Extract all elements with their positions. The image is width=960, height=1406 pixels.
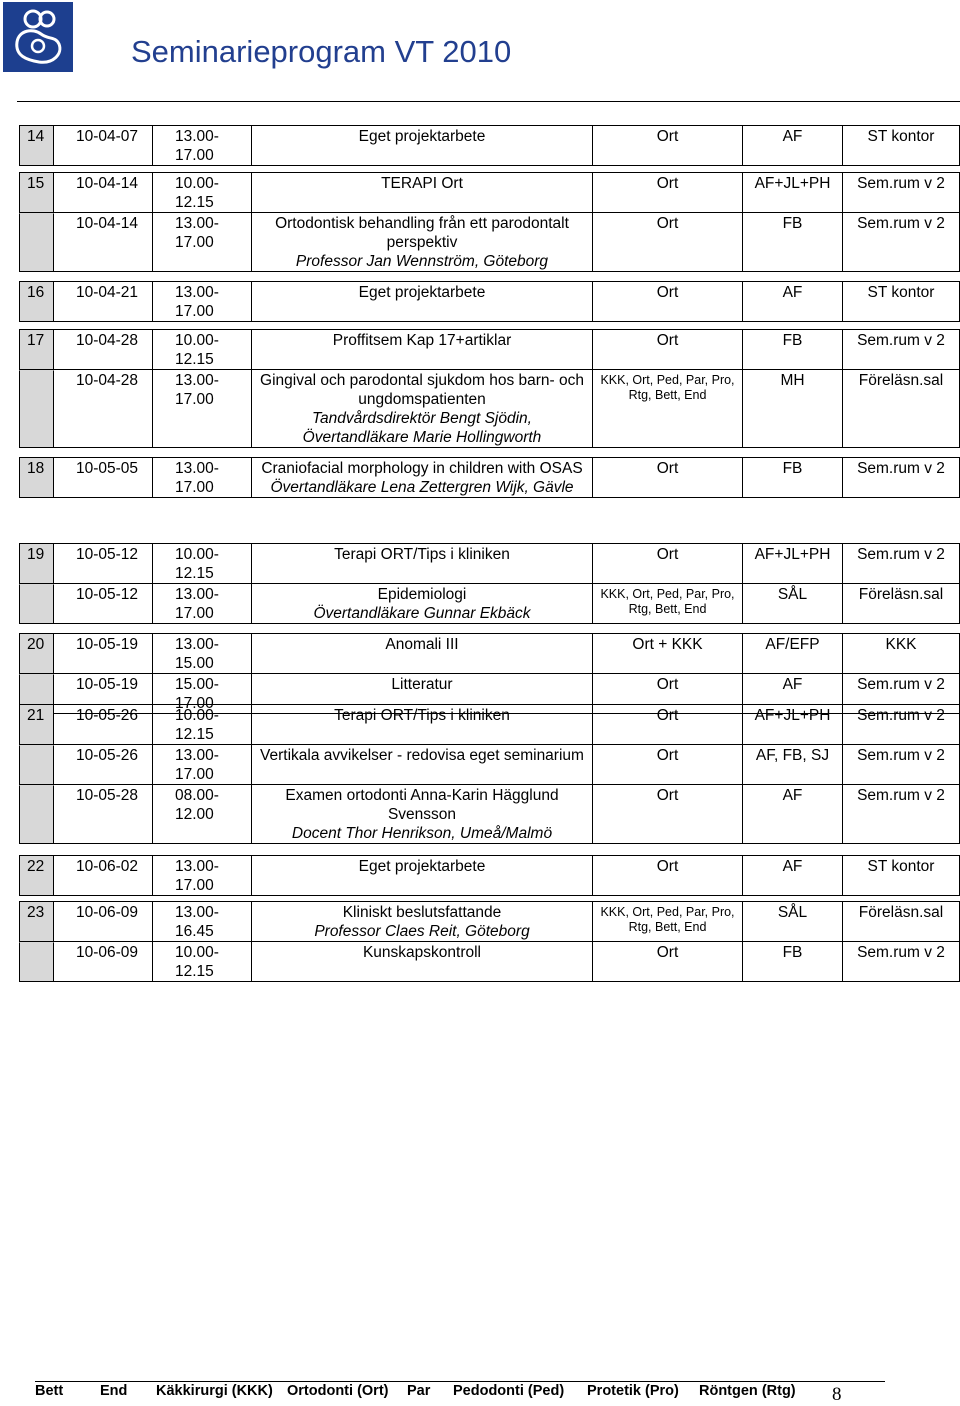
subject-text: Litteratur bbox=[391, 676, 453, 693]
date-cell: 10-05-12 bbox=[76, 586, 139, 603]
date-cell: 10-04-14 bbox=[76, 215, 139, 232]
week-number: 22 bbox=[19, 856, 54, 895]
room-cell: Föreläsn.sal bbox=[842, 902, 960, 941]
table-row bbox=[19, 458, 960, 498]
page-title: Seminarieprogram VT 2010 bbox=[131, 34, 512, 69]
subject-text: Proffitsem Kap 17+artiklar bbox=[332, 332, 512, 349]
date-cell: 10-06-02 bbox=[76, 858, 139, 875]
responsible-cell: AF bbox=[742, 856, 842, 895]
room-cell: Sem.rum v 2 bbox=[842, 785, 960, 843]
week-number: 16 bbox=[19, 282, 54, 321]
responsible-cell: AF+JL+PH bbox=[742, 544, 842, 583]
week-block bbox=[19, 281, 960, 322]
subject-text: Eget projektarbete bbox=[358, 858, 486, 875]
subject-cell bbox=[251, 785, 592, 843]
location-cell: Ort bbox=[592, 213, 742, 271]
legend-item: End bbox=[100, 1383, 128, 1399]
time-cell: 13.00-15.00 bbox=[152, 634, 251, 673]
date-cell: 10-05-28 bbox=[76, 787, 139, 804]
subject-cell bbox=[251, 458, 592, 497]
responsible-cell: AF bbox=[742, 126, 842, 165]
room-cell: Sem.rum v 2 bbox=[842, 705, 960, 744]
subject-cell bbox=[251, 705, 592, 744]
week-block bbox=[19, 172, 960, 272]
week-number bbox=[19, 785, 54, 843]
subject-cell bbox=[251, 173, 592, 212]
time-cell: 13.00-17.00 bbox=[152, 370, 251, 447]
speaker-text: Tandvårdsdirektör Bengt Sjödin, Övertandläkare Marie Hollingworth bbox=[302, 410, 542, 446]
subject-cell bbox=[251, 634, 592, 673]
time-cell: 13.00-17.00 bbox=[152, 584, 251, 623]
room-cell: Föreläsn.sal bbox=[842, 584, 960, 623]
legend-item: Ortodonti (Ort) bbox=[287, 1383, 389, 1399]
location-cell: Ort bbox=[592, 785, 742, 843]
week-block bbox=[19, 901, 960, 982]
time-cell: 10.00-12.15 bbox=[152, 544, 251, 583]
table-row bbox=[19, 584, 960, 624]
location-cell: Ort bbox=[592, 126, 742, 165]
legend-item: Protetik (Pro) bbox=[587, 1383, 679, 1399]
time-cell: 10.00-12.15 bbox=[152, 705, 251, 744]
location-cell: KKK, Ort, Ped, Par, Pro, Rtg, Bett, End bbox=[592, 584, 742, 623]
subject-cell bbox=[251, 544, 592, 583]
room-cell: Sem.rum v 2 bbox=[842, 330, 960, 369]
date-cell: 10-04-07 bbox=[76, 128, 139, 145]
location-cell: Ort bbox=[592, 674, 742, 713]
date-cell: 10-06-09 bbox=[76, 904, 139, 921]
week-number: 20 bbox=[19, 634, 54, 673]
room-cell: ST kontor bbox=[842, 126, 960, 165]
subject-text: Kunskapskontroll bbox=[362, 944, 482, 961]
footer-rule bbox=[35, 1381, 885, 1382]
location-cell: Ort bbox=[592, 544, 742, 583]
room-cell: ST kontor bbox=[842, 282, 960, 321]
week-number: 18 bbox=[19, 458, 54, 497]
week-number bbox=[19, 584, 54, 623]
responsible-cell: AF+JL+PH bbox=[742, 173, 842, 212]
responsible-cell: MH bbox=[742, 370, 842, 447]
responsible-cell: FB bbox=[742, 213, 842, 271]
legend-item: Par bbox=[407, 1383, 431, 1399]
responsible-cell: AF bbox=[742, 785, 842, 843]
location-cell: Ort + KKK bbox=[592, 634, 742, 673]
subject-cell bbox=[251, 370, 592, 447]
subject-cell bbox=[251, 330, 592, 369]
subject-cell bbox=[251, 745, 592, 784]
location-cell: KKK, Ort, Ped, Par, Pro, Rtg, Bett, End bbox=[592, 902, 742, 941]
room-cell: Sem.rum v 2 bbox=[842, 544, 960, 583]
week-number: 15 bbox=[19, 173, 54, 212]
time-cell: 13.00-17.00 bbox=[152, 213, 251, 271]
subject-text: Gingival och parodontal sjukdom hos barn- och ungdomspatienten bbox=[260, 372, 584, 408]
week-number: 21 bbox=[19, 705, 54, 744]
legend-item: Röntgen (Rtg) bbox=[699, 1383, 796, 1399]
table-row bbox=[19, 902, 960, 942]
time-cell: 08.00-12.00 bbox=[152, 785, 251, 843]
legend-item: Pedodonti (Ped) bbox=[453, 1383, 565, 1399]
date-cell: 10-04-14 bbox=[76, 175, 139, 192]
speaker-text: Övertandläkare Gunnar Ekbäck bbox=[313, 605, 531, 622]
time-cell: 10.00-12.15 bbox=[152, 330, 251, 369]
location-cell: Ort bbox=[592, 282, 742, 321]
date-cell: 10-05-05 bbox=[76, 460, 139, 477]
speaker-text: Professor Claes Reit, Göteborg bbox=[314, 923, 530, 940]
location-cell: Ort bbox=[592, 942, 742, 981]
subject-text: Examen ortodonti Anna-Karin Hägglund Svensson bbox=[285, 787, 559, 823]
week-block bbox=[19, 633, 960, 714]
table-row bbox=[19, 705, 960, 745]
subject-text: Eget projektarbete bbox=[358, 284, 486, 301]
week-number: 23 bbox=[19, 902, 54, 941]
table-row bbox=[19, 213, 960, 272]
time-cell: 10.00-12.15 bbox=[152, 942, 251, 981]
speaker-text: Professor Jan Wennström, Göteborg bbox=[295, 253, 549, 270]
week-block bbox=[19, 125, 960, 166]
week-number: 17 bbox=[19, 330, 54, 369]
subject-text: Anomali III bbox=[385, 636, 459, 653]
week-block bbox=[19, 855, 960, 896]
week-number bbox=[19, 213, 54, 271]
organization-logo bbox=[3, 2, 73, 72]
table-row bbox=[19, 173, 960, 213]
location-cell: Ort bbox=[592, 458, 742, 497]
subject-cell bbox=[251, 126, 592, 165]
table-row bbox=[19, 544, 960, 584]
subject-text: Craniofacial morphology in children with OSAS bbox=[261, 460, 583, 477]
table-row bbox=[19, 856, 960, 896]
week-block bbox=[19, 704, 960, 844]
room-cell: Sem.rum v 2 bbox=[842, 458, 960, 497]
week-number bbox=[19, 942, 54, 981]
week-block bbox=[19, 543, 960, 624]
subject-cell bbox=[251, 902, 592, 941]
legend-item: Bett bbox=[35, 1383, 64, 1399]
subject-text: TERAPI Ort bbox=[381, 175, 463, 192]
location-cell: Ort bbox=[592, 705, 742, 744]
responsible-cell: AF bbox=[742, 282, 842, 321]
time-cell: 13.00-17.00 bbox=[152, 745, 251, 784]
subject-text: Eget projektarbete bbox=[358, 128, 486, 145]
room-cell: KKK bbox=[842, 634, 960, 673]
subject-text: Terapi ORT/Tips i kliniken bbox=[334, 707, 510, 724]
date-cell: 10-04-28 bbox=[76, 332, 139, 349]
subject-cell bbox=[251, 942, 592, 981]
room-cell: Sem.rum v 2 bbox=[842, 674, 960, 713]
responsible-cell: AF bbox=[742, 674, 842, 713]
date-cell: 10-05-19 bbox=[76, 676, 139, 693]
location-cell: Ort bbox=[592, 330, 742, 369]
time-cell: 13.00-17.00 bbox=[152, 458, 251, 497]
subject-text: Terapi ORT/Tips i kliniken bbox=[334, 546, 510, 563]
time-cell: 15.00-17.00 bbox=[152, 674, 251, 713]
week-number bbox=[19, 370, 54, 447]
responsible-cell: FB bbox=[742, 458, 842, 497]
legend-item: Käkkirurgi (KKK) bbox=[156, 1383, 273, 1399]
responsible-cell: SÅL bbox=[742, 902, 842, 941]
location-cell: Ort bbox=[592, 745, 742, 784]
room-cell: Sem.rum v 2 bbox=[842, 173, 960, 212]
week-number: 14 bbox=[19, 126, 54, 165]
responsible-cell: AF, FB, SJ bbox=[742, 745, 842, 784]
subject-text: Vertikala avvikelser - redovisa eget seminarium bbox=[260, 747, 584, 764]
room-cell: Sem.rum v 2 bbox=[842, 745, 960, 784]
week-number: 19 bbox=[19, 544, 54, 583]
subject-cell bbox=[251, 856, 592, 895]
date-cell: 10-05-26 bbox=[76, 747, 139, 764]
date-cell: 10-06-09 bbox=[76, 944, 139, 961]
subject-cell bbox=[251, 213, 592, 271]
responsible-cell: FB bbox=[742, 942, 842, 981]
subject-cell bbox=[251, 282, 592, 321]
speaker-text: Docent Thor Henrikson, Umeå/Malmö bbox=[291, 825, 553, 842]
table-row bbox=[19, 330, 960, 370]
week-number bbox=[19, 745, 54, 784]
title-rule bbox=[17, 101, 960, 102]
time-cell: 13.00-17.00 bbox=[152, 126, 251, 165]
table-row bbox=[19, 942, 960, 982]
time-cell: 13.00-16.45 bbox=[152, 902, 251, 941]
date-cell: 10-05-12 bbox=[76, 546, 139, 563]
date-cell: 10-05-19 bbox=[76, 636, 139, 653]
table-row bbox=[19, 785, 960, 844]
responsible-cell: AF+JL+PH bbox=[742, 705, 842, 744]
table-row bbox=[19, 634, 960, 674]
subject-text: Epidemiologi bbox=[377, 586, 467, 603]
room-cell: Sem.rum v 2 bbox=[842, 213, 960, 271]
location-cell: Ort bbox=[592, 173, 742, 212]
date-cell: 10-05-26 bbox=[76, 707, 139, 724]
week-block bbox=[19, 329, 960, 448]
room-cell: ST kontor bbox=[842, 856, 960, 895]
table-row bbox=[19, 370, 960, 448]
speaker-text: Övertandläkare Lena Zettergren Wijk, Gävle bbox=[270, 479, 574, 496]
responsible-cell: SÅL bbox=[742, 584, 842, 623]
time-cell: 10.00-12.15 bbox=[152, 173, 251, 212]
location-cell: KKK, Ort, Ped, Par, Pro, Rtg, Bett, End bbox=[592, 370, 742, 447]
location-cell: Ort bbox=[592, 856, 742, 895]
subject-text: Kliniskt beslutsfattande bbox=[342, 904, 502, 921]
table-row bbox=[19, 745, 960, 785]
subject-cell bbox=[251, 584, 592, 623]
responsible-cell: AF/EFP bbox=[742, 634, 842, 673]
table-row bbox=[19, 126, 960, 166]
date-cell: 10-04-28 bbox=[76, 372, 139, 389]
time-cell: 13.00-17.00 bbox=[152, 282, 251, 321]
room-cell: Föreläsn.sal bbox=[842, 370, 960, 447]
responsible-cell: FB bbox=[742, 330, 842, 369]
week-block bbox=[19, 457, 960, 498]
room-cell: Sem.rum v 2 bbox=[842, 942, 960, 981]
date-cell: 10-04-21 bbox=[76, 284, 139, 301]
table-row bbox=[19, 282, 960, 322]
time-cell: 13.00-17.00 bbox=[152, 856, 251, 895]
page-number: 8 bbox=[832, 1384, 842, 1405]
subject-text: Ortodontisk behandling från ett parodontalt perspektiv bbox=[275, 215, 569, 251]
